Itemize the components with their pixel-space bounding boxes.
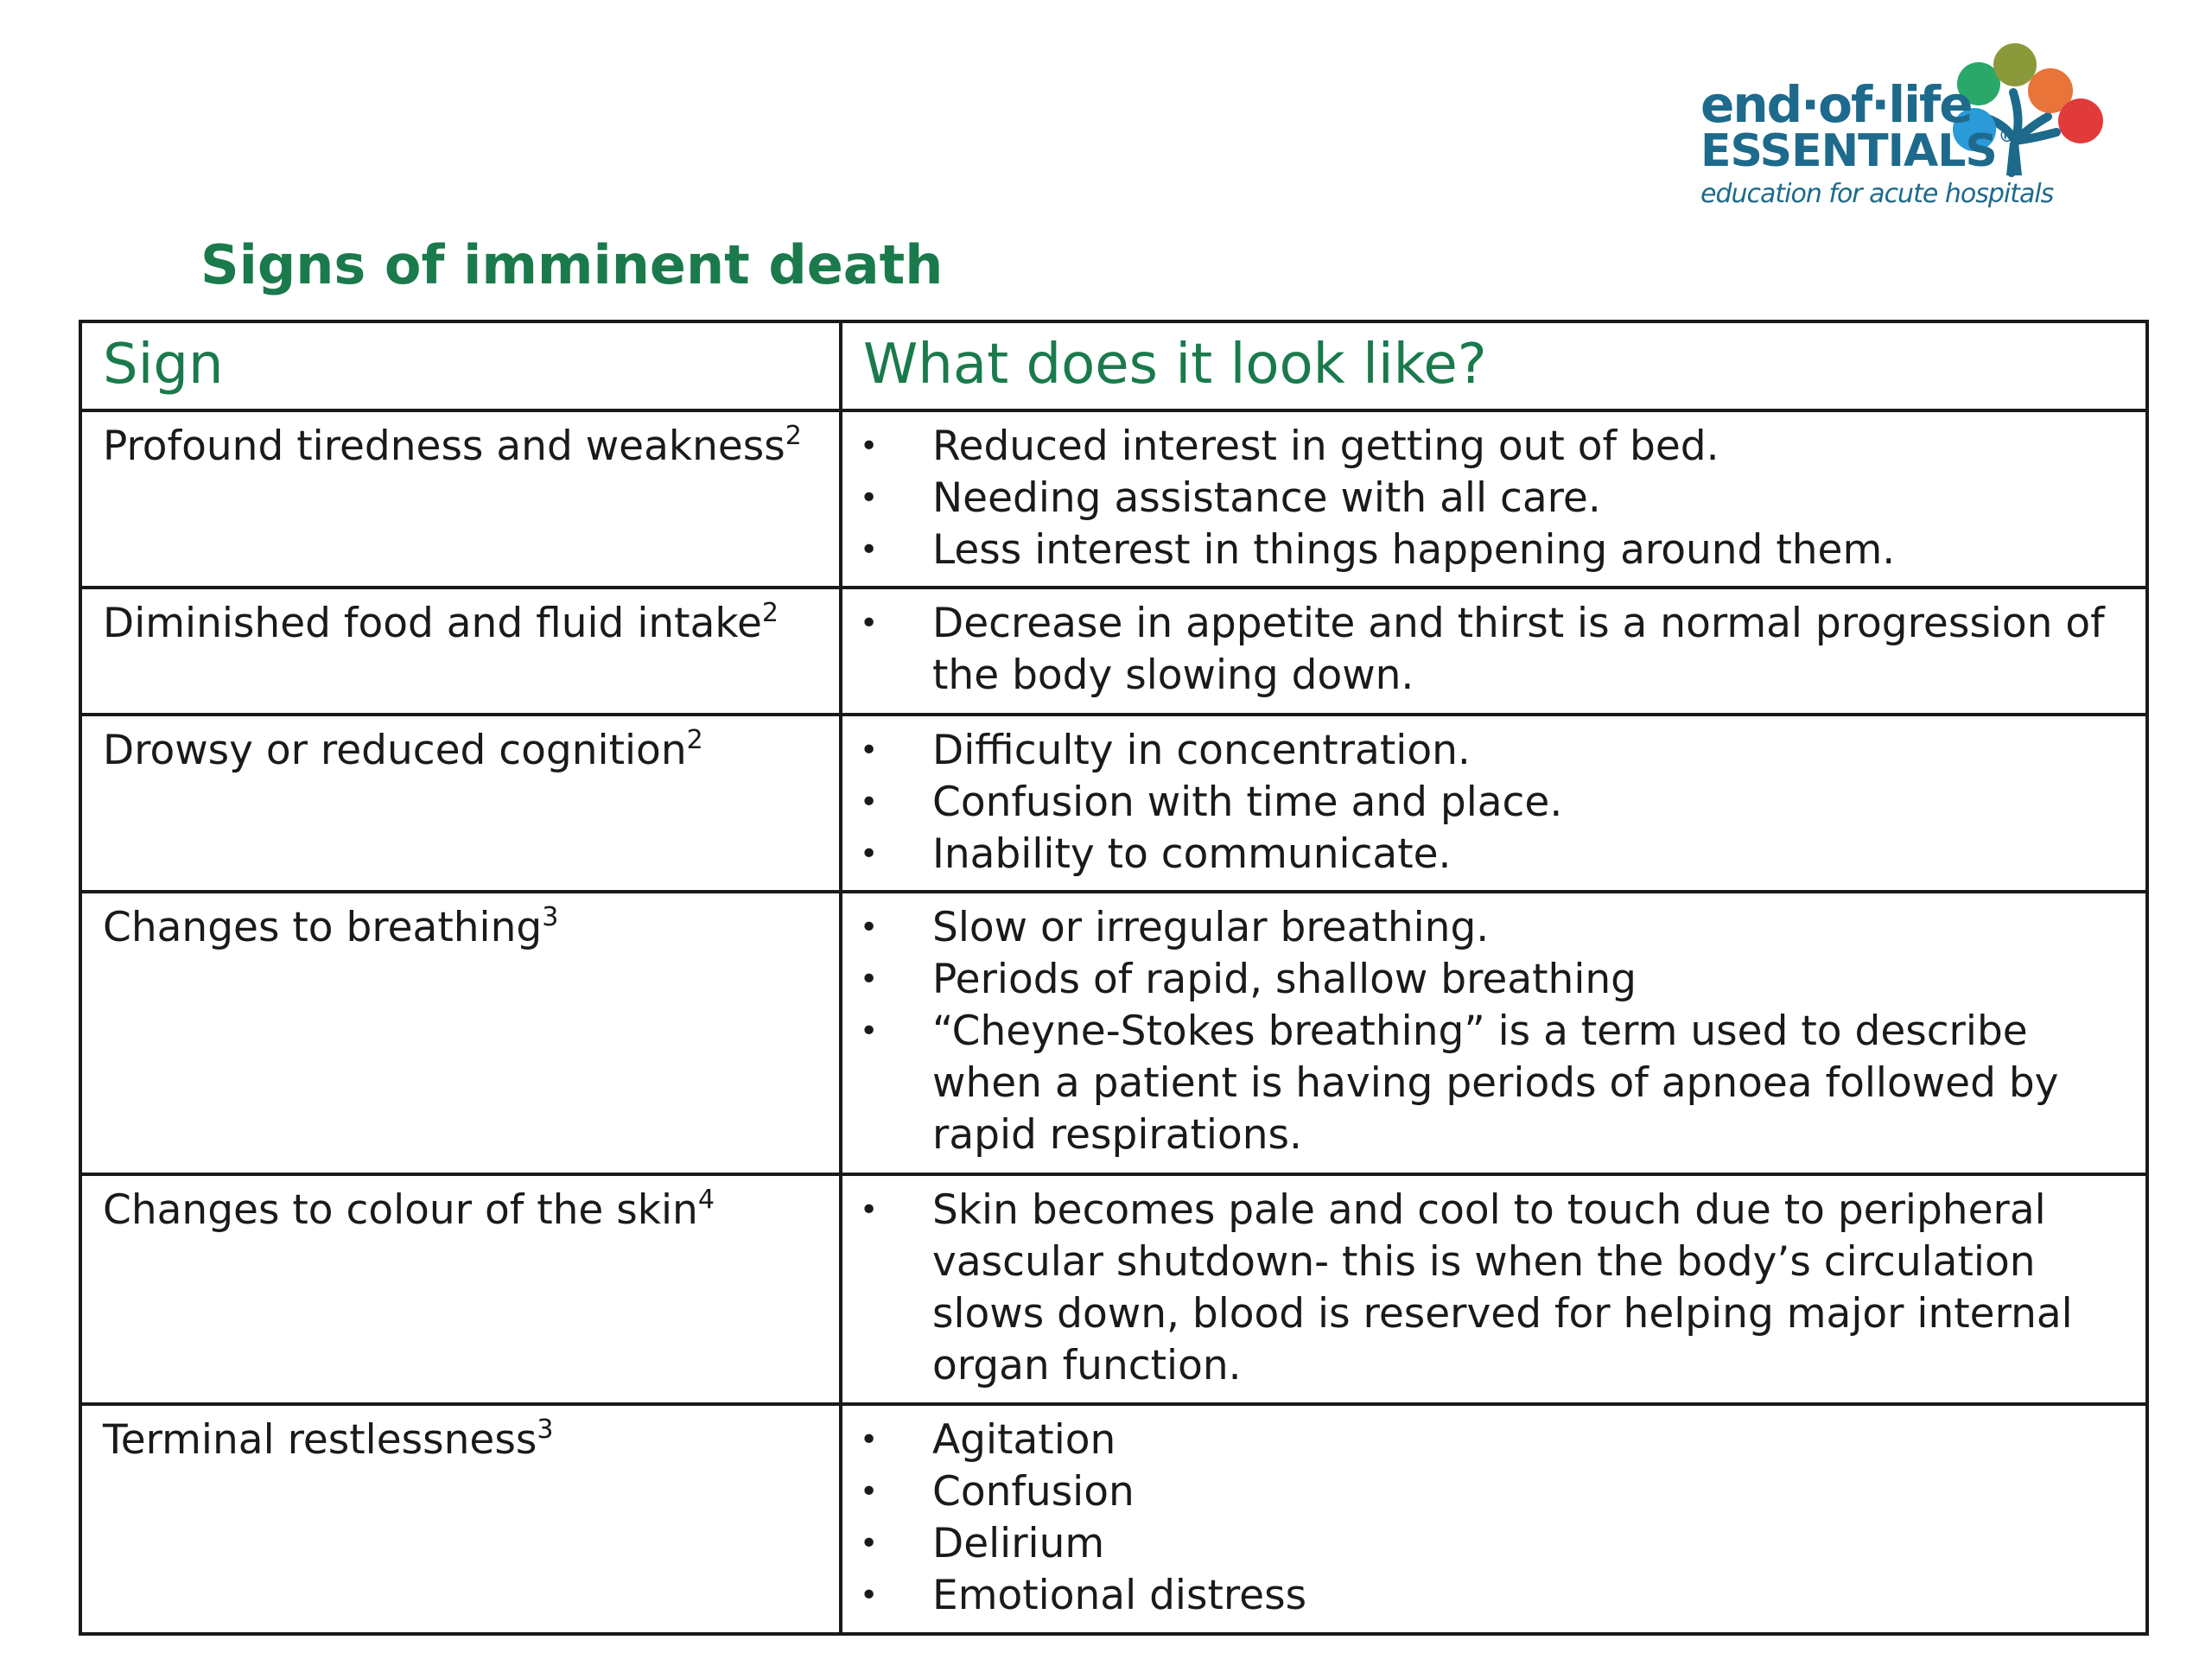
bullet: • [860,429,879,464]
bullet: • [860,1192,879,1228]
description-cell [841,1174,2147,1404]
bullet: • [860,962,879,997]
bullet: • [860,1474,879,1510]
description-cell [841,1404,2147,1634]
list-item: • Difficulty in concentration. [842,725,2128,777]
description-cell [841,588,2147,715]
sign-cell [80,588,841,715]
signs-table [79,320,2149,1636]
sign-label: Terminal restlessness [103,1416,537,1464]
table-row [80,715,2147,892]
list-item: • Reduced interest in getting out of bed. [842,421,2128,473]
description-cell [841,715,2147,892]
logo-wordmark-line2: ESSENTIALS ® [1700,125,2015,177]
description-list [842,1185,2128,1392]
dot-olive [1993,43,2037,86]
header-sign: Sign [80,321,841,410]
description-cell [841,410,2147,588]
bullet: • [860,1578,879,1613]
list-item: • Less interest in things happening around them. [842,524,2128,576]
bullet: • [860,532,879,568]
list-item: • Confusion [842,1466,2128,1518]
reference-number: 2 [686,725,703,755]
description-list [842,421,2128,576]
sign-cell [80,892,841,1174]
list-item: • Skin becomes pale and cool to touch due to peripheral vascular shutdown- this is when the body’s circulation slows down, blood is reserved for helping major internal organ function. [860,1186,2073,1389]
description-list [842,598,2128,702]
table-row [80,410,2147,588]
bullet: • [860,1526,879,1561]
header-description: What does it look like? [841,321,2147,410]
bullet: • [860,1014,879,1049]
bullet: • [860,733,879,768]
table-row [80,588,2147,715]
description-list [842,902,2128,1161]
sign-label: Diminished food and fluid intake [103,600,762,647]
description-list [842,725,2128,880]
list-item: • Needing assistance with all care. [842,473,2128,524]
list-item: • Delirium [842,1518,2128,1570]
description-cell [841,892,2147,1174]
list-item: • Slow or irregular breathing. [842,902,2128,954]
sign-label: Profound tiredness and weakness [103,423,785,470]
sign-cell [80,410,841,588]
sign-label: Drowsy or reduced cognition [103,727,687,774]
sign-cell [80,1174,841,1404]
list-item: • Confusion with time and place. [842,777,2128,829]
bullet: • [860,480,879,516]
logo-tagline: education for acute hospitals [1700,179,2054,209]
reference-number: 2 [761,598,779,628]
end-of-life-essentials-logo [1694,39,2108,225]
reference-number: 4 [697,1185,715,1215]
bullet: • [860,606,879,641]
sign-label: Changes to colour of the skin [103,1186,698,1234]
list-item: • “Cheyne-Stokes breathing” is a term used to describe when a patient is having periods of apnoea followed by rapid respirations. [860,1007,2059,1159]
logo-wordmark-line1: end·of·life [1700,75,1972,134]
sign-cell [80,1404,841,1634]
table-row [80,1174,2147,1404]
bullet: • [860,1422,879,1458]
sign-cell [80,715,841,892]
list-item: • Inability to communicate. [842,829,2128,880]
reference-number: 3 [542,902,559,932]
list-item: • Agitation [842,1414,2128,1466]
bullet: • [860,910,879,945]
description-list [842,1414,2128,1622]
list-item: • Emotional distress [842,1570,2128,1622]
sign-label: Changes to breathing [103,904,543,951]
table-row [80,892,2147,1174]
reference-number: 3 [537,1414,554,1445]
page-title: Signs of imminent death [200,233,944,296]
table-row [80,1404,2147,1634]
list-item: • Decrease in appetite and thirst is a normal progression of the body slowing down. [860,600,2105,699]
reference-number: 2 [785,421,802,451]
bullet: • [860,836,879,872]
bullet: • [860,785,879,820]
table-header-row [80,321,2147,410]
list-item: • Periods of rapid, shallow breathing [842,954,2128,1006]
dot-red [2058,99,2103,143]
